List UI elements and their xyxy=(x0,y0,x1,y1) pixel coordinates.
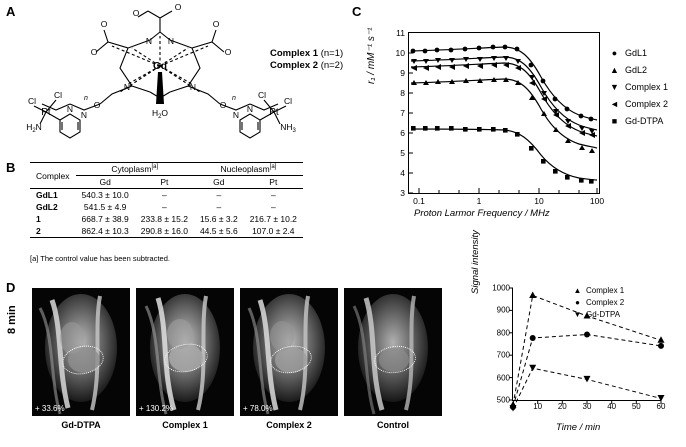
signal-intensity-chart xyxy=(468,230,682,442)
svg-text:O: O xyxy=(174,2,182,12)
legend-item xyxy=(608,78,668,95)
cell-nucleo-pt: – xyxy=(244,189,303,202)
mri-percentage: + 130.2% xyxy=(139,404,174,413)
chemical-structure-diagram xyxy=(0,0,340,158)
y-tick: 3 xyxy=(400,188,405,198)
mri-caption: Gd-DTPA xyxy=(61,420,101,430)
row-label: GdL2 xyxy=(36,202,58,212)
legend-label: Complex 2 xyxy=(625,98,669,109)
triangle-up-marker-icon: ▲ xyxy=(573,285,582,295)
cell-nucleo-gd: – xyxy=(216,202,222,212)
svg-text:Cl: Cl xyxy=(53,90,63,100)
svg-text:N: N xyxy=(246,104,254,114)
x-tick: 100 xyxy=(589,196,605,206)
x-tick: 50 xyxy=(631,402,641,411)
legend-label: Gd-DTPA xyxy=(586,309,621,319)
svg-text:H2O: $H_2O$ xyxy=(151,108,169,120)
table-footnote: [a] The control value has been subtracted. xyxy=(30,254,170,263)
y-tick: 5 xyxy=(400,148,405,158)
square-marker-icon: ■ xyxy=(611,115,618,126)
mri-caption: Complex 1 xyxy=(162,420,208,430)
legend-label: GdL1 xyxy=(625,47,648,58)
x-tick: 1 xyxy=(476,196,482,206)
svg-text:N: N xyxy=(232,110,240,120)
col-header-complex: Complex xyxy=(30,163,76,189)
y-tick: 7 xyxy=(400,108,405,118)
svg-text:O: O xyxy=(212,19,220,29)
svg-text:O: O xyxy=(100,19,108,29)
legend-label: Complex 1 xyxy=(586,285,625,295)
y-tick: 900 xyxy=(496,305,510,315)
x-tick: 10 xyxy=(533,402,543,411)
subcol-nucleo-pt: Pt xyxy=(244,176,303,189)
nmrd-y-axis-title: r₁ / mM⁻¹ s⁻¹ xyxy=(366,27,377,84)
svg-text:Cl: Cl xyxy=(257,90,267,100)
table-row xyxy=(30,201,303,213)
legend-item xyxy=(572,284,624,296)
legend-item xyxy=(572,308,624,320)
mri-image[interactable] xyxy=(240,288,338,416)
table-row xyxy=(30,225,303,238)
cell-cyto-gd: 862.4 ± 10.3 xyxy=(76,225,135,238)
table-row xyxy=(30,189,303,202)
cell-nucleo-gd: 15.6 ± 3.2 xyxy=(199,214,238,224)
x-tick: 20 xyxy=(557,402,567,411)
svg-text:N: N xyxy=(66,104,74,114)
cell-cyto-pt: – xyxy=(135,189,194,202)
y-tick: 800 xyxy=(496,328,510,338)
table-row xyxy=(30,213,303,225)
row-label: 1 xyxy=(36,214,41,224)
nmrd-plot-area xyxy=(395,28,605,206)
panel-b-table xyxy=(0,158,348,278)
panel-c-nmrd-profile xyxy=(352,0,686,272)
svg-text:O: O xyxy=(224,47,232,57)
signal-y-axis-title: Signal intensity xyxy=(470,230,481,294)
panel-c-letter: C xyxy=(352,4,362,19)
svg-text:Pt: Pt xyxy=(41,107,51,118)
cell-cyto-pt: 233.8 ± 15.2 xyxy=(140,214,188,224)
cell-cyto-gd: 541.5 ± 4.9 xyxy=(83,202,127,212)
cell-nucleo-gd: 44.5 ± 5.6 xyxy=(194,225,244,238)
panel-a-structure xyxy=(0,0,344,158)
svg-text:Cl: Cl xyxy=(283,96,293,106)
cell-cyto-gd: 540.3 ± 10.0 xyxy=(76,189,135,202)
cell-cyto-pt: – xyxy=(161,202,167,212)
uptake-table xyxy=(30,162,303,238)
legend-item xyxy=(608,61,668,78)
triangle-down-marker-icon: ▼ xyxy=(573,309,582,319)
svg-text:NH3: $NH_3$ xyxy=(280,122,296,134)
svg-text:N: N xyxy=(167,36,175,46)
timepoint-label: 8 min xyxy=(6,305,18,334)
svg-text:n: n xyxy=(84,95,88,102)
row-label: GdL1 xyxy=(30,189,76,202)
svg-text:n: n xyxy=(232,95,236,102)
nmrd-x-axis-title: Proton Larmor Frequency / MHz xyxy=(414,208,550,219)
circle-marker-icon: ● xyxy=(575,297,580,307)
y-tick: 600 xyxy=(496,373,510,383)
panel-d-letter: D xyxy=(6,280,16,295)
svg-text:N: N xyxy=(123,82,131,92)
mri-image[interactable] xyxy=(32,288,130,416)
cell-nucleo-gd: – xyxy=(194,189,244,202)
svg-text:Gd: Gd xyxy=(153,61,167,72)
complex-1-label: Complex 1 (n=1) xyxy=(270,48,344,59)
mri-caption: Complex 2 xyxy=(266,420,312,430)
y-tick: 700 xyxy=(496,350,510,360)
panel-b-letter: B xyxy=(6,160,16,175)
triangle-up-marker-icon: ▲ xyxy=(610,64,619,75)
complex-2-label: Complex 2 (n=2) xyxy=(270,60,344,71)
circle-marker-icon: ● xyxy=(611,47,618,58)
table-header-row xyxy=(30,163,303,176)
triangle-down-marker-icon: ▼ xyxy=(610,81,619,92)
y-tick: 500 xyxy=(496,395,510,405)
legend-label: Complex 1 xyxy=(625,81,669,92)
legend-item xyxy=(608,112,668,129)
signal-legend xyxy=(572,284,624,320)
svg-text:O: O xyxy=(93,100,101,110)
x-tick: 60 xyxy=(656,402,666,411)
svg-text:N: N xyxy=(189,82,197,92)
subcol-cyto-pt: Pt xyxy=(135,176,194,189)
svg-text:O: O xyxy=(90,47,98,57)
x-tick: 40 xyxy=(607,402,617,411)
x-tick: 30 xyxy=(582,402,592,411)
svg-text:Pt: Pt xyxy=(269,107,279,118)
y-tick: 8 xyxy=(400,88,405,98)
subcol-nucleo-gd: Gd xyxy=(194,176,244,189)
svg-text:O: O xyxy=(219,100,227,110)
mri-percentage: + 78.0% xyxy=(243,404,273,413)
cell-nucleo-pt: 107.0 ± 2.4 xyxy=(244,225,303,238)
y-tick: 10 xyxy=(395,48,405,58)
legend-label: Complex 2 xyxy=(586,297,625,307)
subcol-cyto-gd: Gd xyxy=(76,176,135,189)
cell-nucleo-pt: 216.7 ± 10.2 xyxy=(249,214,297,224)
row-label: 2 xyxy=(30,225,76,238)
cell-cyto-pt: 290.8 ± 16.0 xyxy=(135,225,194,238)
mri-image[interactable] xyxy=(344,288,442,416)
legend-item xyxy=(572,296,624,308)
svg-text:H2N: $H_2N$ xyxy=(26,122,42,134)
nmrd-curves xyxy=(409,33,599,193)
svg-text:N: N xyxy=(145,36,153,46)
y-tick: 4 xyxy=(400,168,405,178)
cell-nucleo-pt: – xyxy=(270,202,276,212)
mri-image[interactable] xyxy=(136,288,234,416)
svg-text:Cl: Cl xyxy=(27,96,37,106)
y-tick: 1000 xyxy=(492,283,510,293)
signal-x-axis-title: Time / min xyxy=(556,422,601,433)
col-header-cytoplasm: Cytoplasm[a] xyxy=(76,163,194,176)
svg-text:N: N xyxy=(80,110,88,120)
mri-caption: Control xyxy=(377,420,409,430)
cell-cyto-gd: 668.7 ± 38.9 xyxy=(81,214,129,224)
legend-item xyxy=(608,44,668,61)
nmrd-legend xyxy=(608,44,668,129)
legend-label: Gd-DTPA xyxy=(625,115,664,126)
legend-label: GdL2 xyxy=(625,64,648,75)
y-tick: 6 xyxy=(400,128,405,138)
y-tick: 9 xyxy=(400,68,405,78)
panel-a-letter: A xyxy=(6,4,16,19)
mri-percentage: + 33.6% xyxy=(35,404,65,413)
x-tick: 0 xyxy=(510,402,516,411)
svg-text:O: O xyxy=(132,8,140,18)
x-tick: 0.1 xyxy=(413,196,425,206)
x-tick: 10 xyxy=(534,196,544,206)
legend-item xyxy=(608,95,668,112)
triangle-left-marker-icon: ◄ xyxy=(610,98,619,109)
y-tick: 11 xyxy=(396,28,405,38)
col-header-nucleoplasm: Nucleoplasm[a] xyxy=(194,163,303,176)
